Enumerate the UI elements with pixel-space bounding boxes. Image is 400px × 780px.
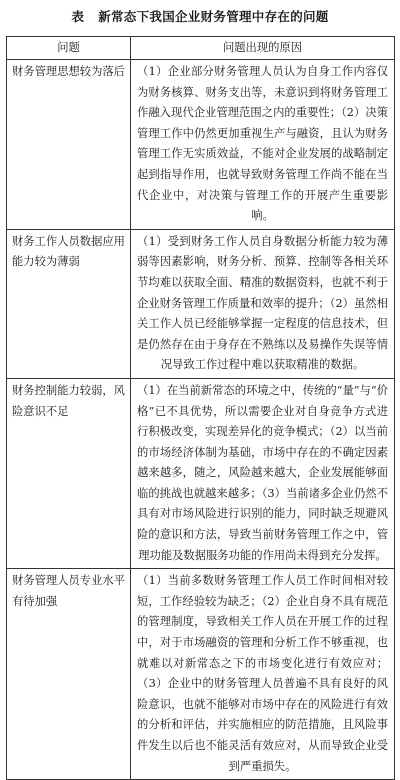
table-label: 表 bbox=[71, 9, 85, 24]
header-problem: 问题 bbox=[7, 37, 131, 60]
problem-cell: 财务工作人员数据应用能力较为薄弱 bbox=[7, 229, 131, 378]
table-header-row bbox=[7, 37, 395, 60]
problems-table bbox=[6, 36, 395, 780]
table-row bbox=[7, 569, 395, 780]
problem-cell: 财务控制能力较弱，风险意识不足 bbox=[7, 378, 131, 568]
table-title: 新常态下我国企业财务管理中存在的问题 bbox=[98, 9, 329, 24]
reason-cell: （1）企业部分财务管理人员认为自身工作内容仅为财务核算、财务支出等，未意识到将财务管理工作融入现代企业管理范围之内的重要性；（2）决策管理工作中仍然更加重视生产与融资，且认为财务管理工作无实质效益，不能对企业发展的战略制定起到指导作用，也就导致财务管理工作尚不能在当代企业中，对决策与管理工作的开展产生重要影响。 bbox=[131, 60, 395, 230]
table-row bbox=[7, 378, 395, 568]
reason-cell: （1）当前多数财务管理工作人员工作时间相对较短，工作经验较为缺乏；（2）企业自身不具有规范的管理制度，导致相关工作人员在开展工作的过程中，对于市场融资的管理和分析工作不够重视，也就难以对新常态之下的市场变化进行有效应对；（3）企业中的财务管理人员普遍不具有良好的风险意识，也就不能够对市场中存在的风险进行有效的分析和评估，并实施相应的防范措施，且风险事件发生以后也不能灵活有效应对，从而导致企业受到严重损失。 bbox=[131, 569, 395, 780]
reason-cell: （1）受到财务工作人员自身数据分析能力较为薄弱等因素影响，财务分析、预算、控制等各相关环节均难以获取全面、精准的数据资料，也就不利于企业财务管理工作质量和效率的提升；（2）虽然相关工作人员已经能够掌握一定程度的信息技术，但是仍然存在由于身存在不熟练以及易操作失误等情况导致工作过程中难以获取精准的数据。 bbox=[131, 229, 395, 378]
problem-cell: 财务管理人员专业水平有待加强 bbox=[7, 569, 131, 780]
reason-cell: （1）在当前新常态的环境之中，传统的“量”与“价格”已不具优势，所以需要企业对自身竞争方式进行积极改变，实现差异化的竞争模式；（2）以当前的市场经济体制为基础，市场中存在的不确定因素越来越多，随之，风险越来越大，企业发展能够面临的挑战也就越来越多；（3）当前诸多企业仍然不具有对市场风险进行识别的能力，同时缺乏规避风险的意识和方法，导致当前财务管理工作之中，管理功能及数据服务功能的作用尚未得到充分发挥。 bbox=[131, 378, 395, 568]
problem-cell: 财务管理思想较为落后 bbox=[7, 60, 131, 230]
table-row bbox=[7, 60, 395, 230]
header-reason: 问题出现的原因 bbox=[131, 37, 395, 60]
table-row bbox=[7, 229, 395, 378]
table-caption bbox=[6, 6, 394, 28]
